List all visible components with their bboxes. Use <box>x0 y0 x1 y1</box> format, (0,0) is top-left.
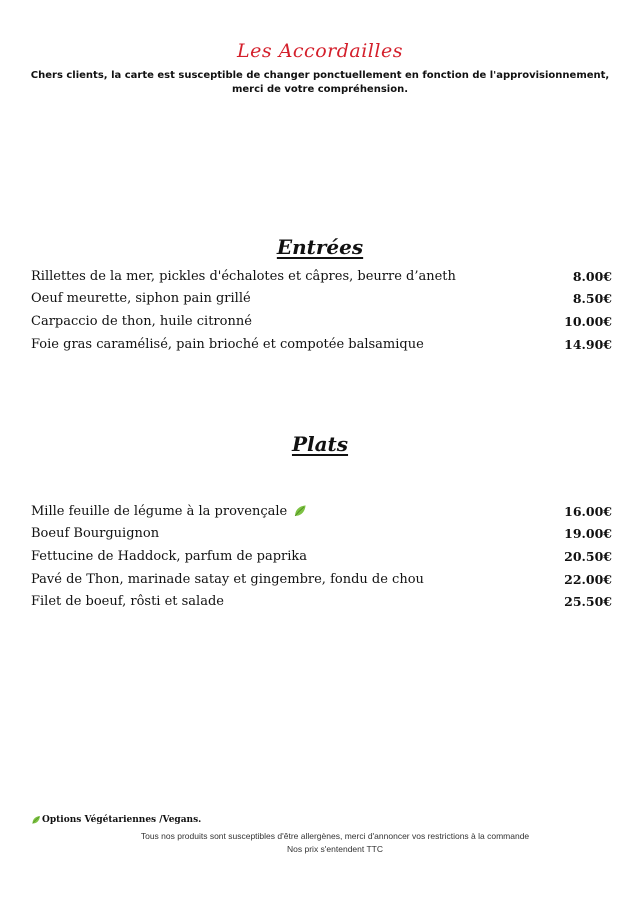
restaurant-name: Les Accordailles <box>237 40 403 62</box>
item-name: Foie gras caramélisé, pain brioché et compotée balsamique <box>31 336 424 352</box>
item-name: Filet de boeuf, rôsti et salade <box>31 594 224 610</box>
menu-item <box>31 333 612 356</box>
plats-list <box>31 500 612 613</box>
item-name: Rillettes de la mer, pickles d'échalotes et câpres, beurre d’aneth <box>31 268 456 284</box>
menu-item <box>31 545 612 568</box>
menu-item <box>31 568 612 591</box>
item-name: Carpaccio de thon, huile citronné <box>31 313 252 329</box>
item-name-wrap <box>31 504 307 519</box>
menu-item <box>31 310 612 333</box>
vegetarian-legend <box>31 815 201 825</box>
item-name: Oeuf meurette, siphon pain grillé <box>31 291 251 307</box>
menu-item <box>31 265 612 288</box>
prices-note: Nos prix s'entendent TTC <box>287 844 383 854</box>
item-name: Fettucine de Haddock, parfum de paprika <box>31 548 308 564</box>
item-price: 14.90€ <box>564 336 612 352</box>
item-price: 10.00€ <box>564 313 612 329</box>
leaf-icon <box>293 504 307 518</box>
menu-item <box>31 523 612 546</box>
item-name: Pavé de Thon, marinade satay et gingembre, fondu de chou <box>31 571 424 587</box>
entrees-title: Entrées <box>276 235 364 259</box>
notice-line-1: Chers clients, la carte est susceptible de changer ponctuellement en fonction de l'approvisionnement, <box>30 70 610 81</box>
menu-item <box>31 590 612 613</box>
legend-text: Options Végétariennes /Vegans. <box>42 815 202 825</box>
menu-item <box>31 500 612 523</box>
item-price: 25.50€ <box>564 594 612 610</box>
plats-title: Plats <box>291 432 349 456</box>
item-name: Boeuf Bourguignon <box>31 526 160 542</box>
item-name: Mille feuille de légume à la provençale <box>31 503 288 519</box>
allergen-note: Tous nos produits sont susceptibles d'être allergènes, merci d'annoncer vos restrictions à la commande <box>140 831 530 841</box>
item-price: 19.00€ <box>564 526 612 542</box>
item-price: 8.50€ <box>572 291 612 307</box>
notice-line-2: merci de votre compréhension. <box>231 84 409 95</box>
entrees-list <box>31 265 612 355</box>
availability-notice <box>30 69 610 97</box>
leaf-icon <box>31 815 41 825</box>
item-price: 22.00€ <box>564 571 612 587</box>
menu-item <box>31 288 612 311</box>
item-price: 8.00€ <box>572 268 612 284</box>
item-price: 16.00€ <box>564 503 612 519</box>
item-price: 20.50€ <box>564 548 612 564</box>
